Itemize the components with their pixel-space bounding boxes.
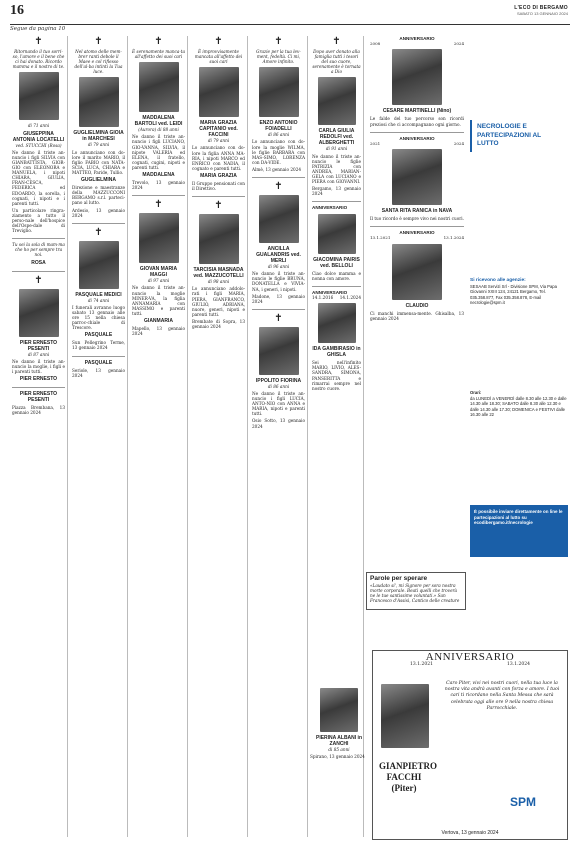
portrait-photo — [318, 214, 356, 254]
parole-text: «Laudato si', mi Signore per sora nostra morte corporale. Beati quelli che troverà ne le tue santissime voluntati.» San Francesco d'Assisi, Cantico delle creature — [370, 583, 460, 604]
opening-hours — [470, 390, 568, 418]
notice-text: Il Gruppo pensionati con il Direttivo. — [192, 180, 245, 192]
divider — [72, 356, 125, 357]
deceased-name: GIANMARIA — [144, 318, 173, 324]
portrait-photo — [259, 327, 299, 375]
anniversary-text: Caro Piter, vivi nei nostri cuori, nella tua luce la nostra vita andrà avanti con forza e amore. I tuoi cari ti ricordano nella Santa Messa che sarà celebrata oggi alle ore 9 nella nostra chiesa Parrocchiale. — [444, 681, 560, 711]
age-label: di 85 anni — [328, 747, 350, 752]
deceased-name: PASQUALE MEDICI — [75, 291, 122, 298]
date-to: 14.1.2024 — [339, 295, 361, 301]
divider — [370, 226, 464, 227]
divider — [252, 309, 305, 310]
age-label: di 86 anni — [267, 383, 290, 389]
anniversary-box — [372, 650, 568, 840]
notice-text: Direzione e maestranze della MAZZUCCONI BERGAMO s.r.l. parteci-pano al lutto. — [72, 185, 125, 206]
notice-text: Lo annunciano addolo-rati i figli MARIA, PIERA, GIANFRANCO, GIULIO, ADRIANA, nuore, generi, nipoti e parenti tutti. — [192, 286, 245, 317]
notice-text: Ne danno il triste an-nuncio le figlie PATRIZIA con ANDREA, MARIAN-GELA con LUCIANO e PIERA con GIOVANNI. — [312, 153, 361, 185]
anniversary-dates — [370, 141, 464, 146]
notice-text: Ne danno il triste an-nuncio le figlie BRUNA, DONATELLA e VIVIA-NA, i generi, i nipoti. — [252, 271, 305, 292]
parole-per-sperare-box — [366, 572, 466, 610]
notice-place-date: Ardesio, 13 gennaio 2024 — [72, 207, 125, 218]
portrait-photo — [259, 195, 299, 243]
age-label: di 79 anni — [207, 138, 230, 144]
deceased-name: CESARE MARTINELLI (Nino) — [382, 108, 452, 115]
anniversary-label: ANNIVERSARIO — [312, 289, 348, 295]
notice-place-date: Madone, 13 gennaio 2024 — [252, 293, 305, 304]
anniversary-label: ANNIVERSARIO — [312, 205, 348, 211]
anniversary-label: ANNIVERSARIO — [399, 135, 435, 141]
portrait-photo — [79, 241, 119, 289]
cross-icon: ✝ — [94, 226, 103, 238]
cross-icon: ✝ — [154, 199, 163, 211]
deceased-name: GIOVAN MARIA MAGGI — [139, 266, 178, 279]
portrait-photo — [19, 289, 59, 337]
cross-icon: ✝ — [274, 36, 283, 47]
deceased-name: CLAUDIO — [405, 302, 429, 309]
column-2 — [70, 36, 128, 837]
age-label: di 97 anni — [147, 278, 170, 284]
deceased-subname: ved. STUCCHI (Rosa) — [15, 142, 62, 148]
agency-heading: Si ricevono alle agenzie: — [470, 278, 526, 283]
cross-icon: ✝ — [274, 312, 283, 324]
cross-icon: ✝ — [214, 200, 223, 212]
notice-text: Ne danno il triste an-nuncio i figli LUCIANO, GIO-VANNA, SILVIA, il nipote VALERIA ed ELENA, il fratello, cognati, cugini, nipoti e parenti tutti. — [132, 134, 185, 170]
deceased-name: ENZO ANTONIO FOIADELLI — [259, 120, 298, 133]
deceased-name: SANTA RITA RANICA in NAVA — [381, 208, 453, 214]
notice-text: Lo annunciano con do-lore il marito MARIO, il figlio FABIO con NATA-SCIA, LUCA, CHIARA e MATTEO, Paride, Tullio. — [72, 149, 125, 176]
anniversary-dates — [370, 41, 464, 46]
divider — [312, 201, 361, 202]
cross-icon: ✝ — [34, 36, 43, 47]
parole-title: Parole per sperare — [370, 575, 428, 582]
notice-place-date: Sun Pellegrino Terme, 13 gennaio 2024 — [72, 340, 125, 351]
anniversary-dates — [370, 235, 464, 240]
age-label: di 79 anni — [87, 142, 110, 148]
notice-place-date: Osio Sotto, 13 gennaio 2024 — [252, 418, 305, 429]
divider — [12, 238, 65, 239]
online-notice-banner[interactable]: È possibile inviare direttamente on line le partecipazioni al lutto su ecodibergamo.it/necrologie — [470, 505, 568, 557]
notice-place-date: Spirano, 13 gennaio 2024 — [310, 754, 365, 760]
hours-heading: Orari: — [470, 390, 482, 395]
date-to: 13.1.2024 — [507, 662, 530, 668]
portrait-photo — [381, 684, 429, 748]
portrait-photo — [320, 688, 358, 732]
notice-text: È serenamente manca-ta all'affetto dei suoi cari — [132, 49, 185, 60]
notice-place-date: Mapello, 13 gennaio 2024 — [132, 326, 185, 337]
date-from: 13.1.2021 — [370, 235, 391, 241]
portrait-photo — [392, 244, 442, 300]
notice-text: Ne danno il triste an-nuncio i figli SILVIA con GIANBATTISTA, GIOR-GIO con ELEONORA e MANUELA, i nipoti CHIARA, GIULIA, FRAN-CESCA, FEDERICA ed EDOARDO, la sorella, i cognati, i nipoti e i parenti tutti. — [12, 149, 65, 206]
deceased-name: CARLA GIULIA REDOLFI ved. ALBERGHETTI — [318, 128, 355, 147]
notice-text: Grazie per la tua lev-ment, fedeltà. Ci mi, Amore infinito. — [256, 49, 301, 65]
deceased-name: PIER ERNESTO — [19, 376, 58, 383]
date-from: 2008 — [370, 41, 381, 47]
cross-icon: ✝ — [154, 36, 163, 47]
cross-icon: ✝ — [94, 36, 103, 47]
deceased-name: MADDALENA — [142, 172, 175, 179]
deceased-name: PIER ERNESTO PESENTI — [19, 391, 58, 404]
agency-details: SESAAB Servizi Srl - Divisione SPM, Via Papa Giovanni XXIII 124, 24121 Bergamo, Tel. 035.358.877, Fax 035.358.878, E-mail necrologie@spm.it — [470, 283, 557, 306]
anniversary-label: ANNIVERSARIO — [399, 36, 435, 41]
notice-text: Ci manchi immensa-mente. Ghisalba, 13 gennaio 2024 — [370, 310, 464, 321]
portrait-photo — [318, 303, 356, 343]
deceased-name: TARCISIA MASNADA ved. MAZZUCOTELLI — [193, 267, 244, 280]
age-label: (Aurora) di 88 anni — [138, 127, 179, 133]
notice-text: Ne danno il triste an-nuncio i figli LUCIA, ANTO-NIO con ANNA e MARIA, nipoti e parenti tutti. — [252, 391, 305, 417]
portrait-photo — [199, 67, 239, 117]
portrait-photo — [392, 49, 442, 105]
deceased-name: MARIA GRAZIA CAPITANIO ved. FACCINI — [199, 120, 238, 139]
notice-text: Dopo aver donato alla famiglia tutti i tesori del suo cuore, serenamente è tornata a Dio — [312, 49, 361, 75]
age-label: di 98 anni — [207, 279, 230, 285]
portrait-photo — [79, 77, 119, 127]
notice-place-date: Bergamo, 13 gennaio 2024 — [312, 186, 361, 197]
notice-text: Nel atomo delle mem-brer ranti debole il Maee e col riflesso dell'al-ba intinti la Tua luce. — [74, 49, 123, 75]
cross-icon: ✝ — [214, 36, 223, 47]
divider — [192, 196, 245, 197]
masthead — [514, 6, 568, 16]
page-number: 16 — [10, 3, 24, 18]
publication-date: SABATO 13 GENNAIO 2024 — [517, 11, 568, 17]
deceased-name: GIUSEPPINA ANTONIA LOCATELLI — [12, 130, 65, 143]
deceased-name: MARIA GRAZIA — [200, 172, 237, 179]
deceased-name: PASQUALE — [84, 332, 113, 339]
age-label: di 86 anni — [267, 132, 290, 138]
divider — [252, 177, 305, 178]
date-to: 2024 — [453, 140, 464, 146]
column-1 — [10, 36, 68, 837]
age-label: di 71 anni — [27, 123, 50, 129]
cross-icon: ✝ — [274, 181, 283, 193]
date-from: 14.1.2016 — [312, 295, 334, 301]
portrait-photo — [139, 62, 179, 112]
notice-text: Le falde del tuo percorso son ricordi preziosi che ci accompagnano ogni giorno. — [370, 116, 464, 127]
notice-text: Il tuo ricordo è sempre vivo nei nostri cuori. — [370, 216, 464, 221]
column-3 — [130, 36, 188, 837]
deceased-name: PASQUALE — [84, 359, 113, 366]
deceased-name: GUGLIELMINA — [81, 177, 116, 184]
date-from: 2021 — [370, 140, 381, 146]
notice-place-date: Almè, 13 gennaio 2024 — [252, 166, 302, 172]
portrait-photo — [19, 72, 59, 120]
notice-place-date: Trevolo, 13 gennaio 2024 — [132, 180, 185, 191]
portrait-photo — [259, 67, 299, 117]
notice-text: Ciao dolce mamma e nonna con amore. — [312, 270, 361, 281]
column-5 — [250, 36, 308, 837]
notice-text: I funerali avranno luogo sabato 13 gennaio alle ore 15 nella chiesa parroc-chiale di Trescore. — [72, 304, 125, 331]
deceased-name: PIER ERNESTO PESENTI — [19, 339, 58, 352]
date-to: 2024 — [453, 41, 464, 47]
cross-icon: ✝ — [34, 274, 43, 286]
notice-place-date: Piazza Brembana, 13 gennaio 2024 — [12, 405, 65, 416]
deceased-name: GUGLIELMINA GIOIA in MARCHESI — [73, 130, 124, 143]
age-label: di 74 anni — [87, 297, 110, 303]
notice-text: Ne danno il triste an-nuncio la moglie, i figli e i parenti tutti. — [12, 358, 65, 374]
notice-text: Lo annunciano con do-lore la figlia ANNA MA-RIA, i nipoti MARCO ed ENRICO con NADIA, il cognato e parenti tutti. — [192, 145, 245, 171]
notice-text: È improvvisamente mancata all'affetto dei suoi cari — [194, 49, 243, 65]
notice-pierina — [310, 685, 368, 761]
notice-text: Un particolare ringra-ziamento a tutto il perso-nale dell'hospice dell'Ospe-dale di Treviglio. — [12, 207, 65, 234]
notice-place-date: Brembate di Sopra, 13 gennaio 2024 — [192, 318, 245, 329]
notice-text: Ne danno il triste an-nuncio la moglie MINER-VA, la figlia ANNAMARIA con MASSIMO e parenti tutti. — [132, 285, 185, 316]
publication-name: L'ECO DI BERGAMO — [514, 5, 568, 11]
anniversary-label: ANNIVERSARIO — [399, 230, 435, 236]
notice-text: Sei nell'infinito MARIO, LIVIO, ALES-SANDRA, SIMONA, PANSERITTA e rimarrai sempre nel nostro cuore. — [312, 360, 361, 391]
agency-info — [470, 278, 568, 306]
portrait-photo — [318, 77, 356, 125]
notice-text: Ritornando il tuo sorri-so, l'amore e il bene che ci hai donato. Ricordo mamma e il nostro di te. — [12, 49, 65, 70]
age-label: di 96 anni — [267, 264, 290, 270]
divider — [12, 271, 65, 272]
deceased-name: ANCILLA GUALANDRIS ved. MERLI — [256, 246, 301, 265]
anniversary-title: ANNIVERSARIO — [425, 651, 515, 663]
section-heading-box: NECROLOGIE E PARTECIPAZIONI AL LUTTO — [470, 120, 568, 152]
divider — [370, 132, 464, 133]
deceased-name: IDA GAMBIRASIO in GHISLA — [312, 346, 361, 359]
notice-text: Lo annunciano con do-lore la moglie WILMA, le figlie BARBARA con MAS-SIMO, LORENZA con DA-VIDE. — [252, 139, 305, 165]
notice-place-date: Vertova, 13 gennaio 2024 — [441, 829, 499, 836]
column-4 — [190, 36, 248, 837]
notice-place-date: Seriole, 13 gennaio 2024 — [72, 367, 125, 378]
deceased-name: ROSA — [31, 259, 46, 266]
deceased-name: GIANPIETRO FACCHI (Piter) — [379, 761, 438, 793]
deceased-name: IPPOLITO FIORINA — [255, 377, 302, 384]
spm-logo: SPM — [510, 795, 537, 809]
deceased-name: GIACOMINA PAIRIS ved. BELLOLI — [313, 256, 360, 269]
age-label: di 91 anni — [325, 146, 348, 152]
age-label: di 87 anni — [27, 351, 50, 357]
cross-icon: ✝ — [332, 36, 341, 47]
date-from: 13.1.2021 — [410, 662, 433, 668]
section-label: Segue da pagina 10 — [10, 26, 66, 32]
deceased-name: PIERINA ALBANI in ZANCHI — [315, 735, 363, 747]
divider — [132, 195, 185, 196]
divider — [12, 387, 65, 388]
divider — [72, 223, 125, 224]
portrait-photo — [392, 149, 442, 205]
anniversary-dates — [312, 295, 361, 300]
divider — [312, 286, 361, 287]
portrait-photo — [139, 213, 179, 263]
date-to: 13.1.2024 — [443, 235, 464, 241]
header-rule — [10, 24, 570, 25]
notice-text: Tu sei la sola di mam-ma che ho per sempre tra noi. — [12, 242, 65, 258]
hours-details: da LUNEDÌ a VENERDÌ dalle 8.30 alle 12.30 e dalle 14.30 alle 18.30; SABATO dalle 8.30 alle 12.30 e dalle 14.30 alle 17.30; DOMENICA e FESTIVI dalle 16.30 alle 22 — [470, 395, 567, 418]
deceased-name: MADDALENA BARTOLI ved. LEIDI — [134, 115, 183, 128]
portrait-photo — [199, 214, 239, 264]
